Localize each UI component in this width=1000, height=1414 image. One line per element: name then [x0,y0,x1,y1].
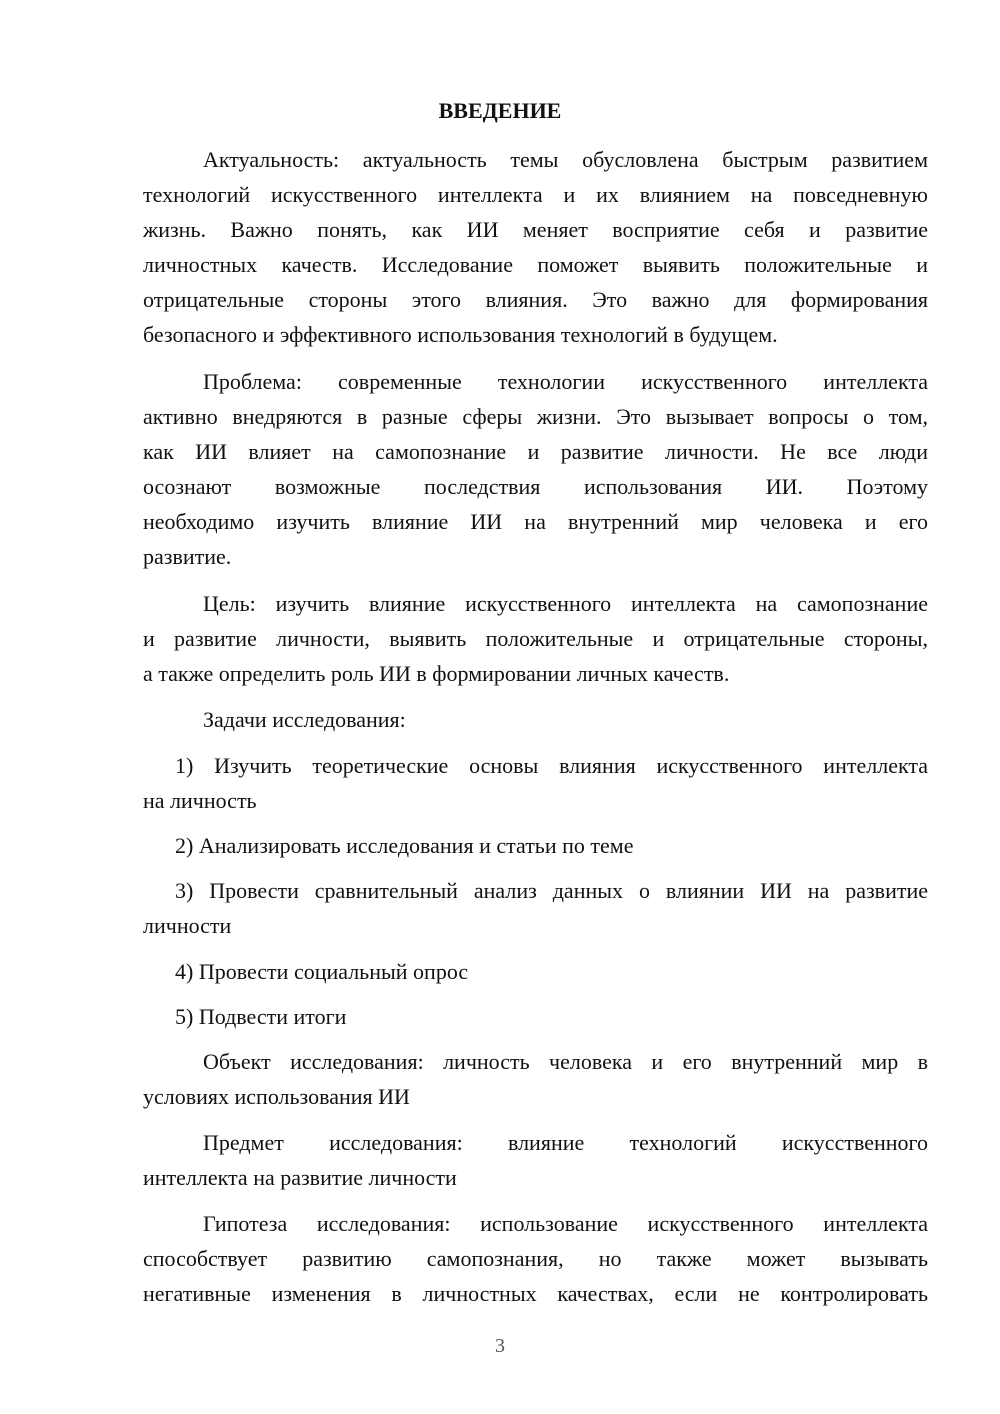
page-title: ВВЕДЕНИЕ [438,98,562,123]
text-line: как ИИ влияет на самопознание и развитие личности. Не все люди [143,439,928,464]
paragraph-relevance [143,142,928,352]
list-item [143,828,928,863]
text-line: развитие. [143,544,232,569]
text-line: Проблема: современные технологии искусственного интеллекта [203,369,928,394]
text-line: 1) Изучить теоретические основы влияния искусственного интеллекта [175,753,928,778]
text-line: Актуальность: актуальность темы обусловлена быстрым развитием [203,147,928,172]
text-line: 5) Подвести итоги [175,1004,347,1029]
text-line: 4) Провести социальный опрос [175,959,469,984]
text-line: Гипотеза исследования: использование искусственного интеллекта [203,1211,928,1236]
paragraph-goal [143,586,928,691]
text-line: и развитие личности, выявить положительные и отрицательные стороны, [143,626,928,651]
text-line: интеллекта на развитие личности [143,1165,457,1190]
paragraph-object [143,1044,928,1114]
text-line: способствует развитию самопознания, но также может вызывать [143,1246,928,1271]
text-line: безопасного и эффективного использования технологий в будущем. [143,322,778,347]
text-line: Задачи исследования: [203,707,406,732]
text-line: активно внедряются в разные сферы жизни. Это вызывает вопросы о том, [143,404,928,429]
paragraph-tasks-heading [143,702,928,737]
paragraph-hypothesis [143,1206,928,1311]
text-line: осознают возможные последствия использования ИИ. Поэтому [143,474,928,499]
text-line: условиях использования ИИ [143,1084,410,1109]
text-line: на личность [143,788,257,813]
paragraph-subject [143,1125,928,1195]
list-item [143,748,928,818]
text-line: жизнь. Важно понять, как ИИ меняет восприятие себя и развитие [143,217,928,242]
text-line: отрицательные стороны этого влияния. Это важно для формирования [143,287,928,312]
text-line: Цель: изучить влияние искусственного интеллекта на самопознание [203,591,928,616]
text-line: негативные изменения в личностных качествах, если не контролировать [143,1281,928,1306]
text-line: личностных качеств. Исследование поможет выявить положительные и [143,252,928,277]
text-line: необходимо изучить влияние ИИ на внутренний мир человека и его [143,509,928,534]
text-line: 2) Анализировать исследования и статьи по теме [175,833,634,858]
text-line: Объект исследования: личность человека и его внутренний мир в [203,1049,928,1074]
text-line: 3) Провести сравнительный анализ данных о влиянии ИИ на развитие [175,878,928,903]
text-line: личности [143,913,232,938]
list-item [143,954,928,989]
list-item [143,873,928,943]
text-line: Предмет исследования: влияние технологий искусственного [203,1130,928,1155]
paragraph-problem [143,364,928,574]
page-number: 3 [495,1335,505,1357]
text-line: технологий искусственного интеллекта и их влиянием на повседневную [143,182,928,207]
list-item [143,999,928,1034]
text-line: а также определить роль ИИ в формировании личных качеств. [143,661,730,686]
